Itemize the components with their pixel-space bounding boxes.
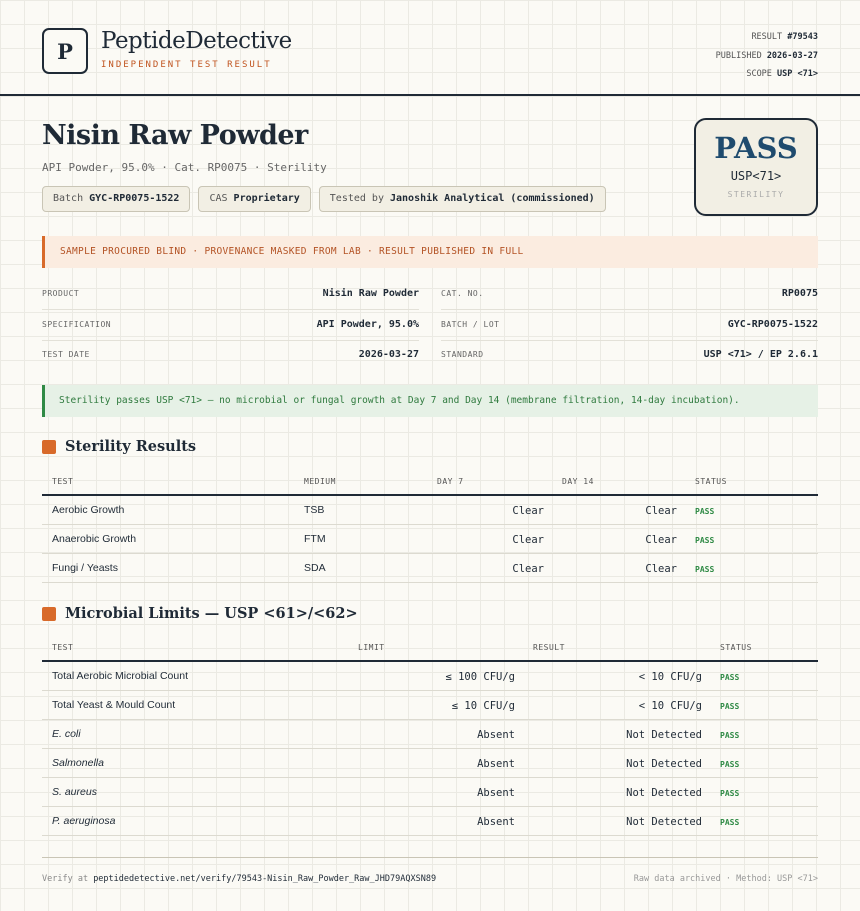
result-value: < 10 CFU/g xyxy=(638,671,702,683)
result-value: Not Detected xyxy=(626,816,702,828)
chip-value: Proprietary xyxy=(233,193,300,204)
medium: TSB xyxy=(304,504,325,516)
section-heading: Sterility Results xyxy=(65,438,197,455)
day7-result: Clear xyxy=(512,563,544,575)
table-row xyxy=(42,525,818,554)
info-cell-batch xyxy=(441,311,818,341)
logo xyxy=(42,28,88,74)
status-badge: PASS xyxy=(695,507,715,516)
info-row xyxy=(42,311,818,341)
badge-scope: STERILITY xyxy=(727,190,785,199)
column-header: LIMIT xyxy=(358,643,385,652)
table-row xyxy=(42,554,818,583)
chip-row xyxy=(42,186,606,212)
cas-chip xyxy=(198,186,310,212)
result-value: Not Detected xyxy=(626,758,702,770)
info-value: Nisin Raw Powder xyxy=(322,288,419,299)
batch-chip xyxy=(42,186,190,212)
medium: SDA xyxy=(304,562,326,574)
medium: FTM xyxy=(304,533,326,545)
column-header: STATUS xyxy=(695,477,727,486)
column-header: STATUS xyxy=(720,643,752,652)
status-badge: PASS xyxy=(720,702,740,711)
status-badge: PASS xyxy=(720,818,740,827)
info-label: PRODUCT xyxy=(42,289,80,298)
brand-tagline: INDEPENDENT TEST RESULT xyxy=(101,60,272,70)
day7-result: Clear xyxy=(512,534,544,546)
info-cell-cat xyxy=(441,280,818,310)
badge-result: PASS xyxy=(714,131,798,165)
test-name: P. aeruginosa xyxy=(52,815,116,827)
info-cell-date xyxy=(42,341,419,371)
page-subtitle: API Powder, 95.0% · Cat. RP0075 · Sterility xyxy=(42,161,327,174)
column-header: MEDIUM xyxy=(304,477,336,486)
column-header: DAY 7 xyxy=(437,477,464,486)
day7-result: Clear xyxy=(512,505,544,517)
info-label: STANDARD xyxy=(441,350,484,359)
chip-value: GYC-RP0075-1522 xyxy=(89,193,180,204)
logo-letter: P xyxy=(57,38,73,64)
report-header xyxy=(0,0,860,96)
result-value: Not Detected xyxy=(626,729,702,741)
test-name: Total Yeast & Mould Count xyxy=(52,699,176,711)
blind-sample-notice: SAMPLE PROCURED BLIND · PROVENANCE MASKED FROM LAB · RESULT PUBLISHED IN FULL xyxy=(42,236,818,268)
limit-value: Absent xyxy=(477,729,515,741)
column-header: TEST xyxy=(52,477,74,486)
sterility-table xyxy=(42,469,818,583)
test-name: S. aureus xyxy=(52,786,97,798)
test-name: E. coli xyxy=(52,728,81,740)
table-header xyxy=(42,635,818,662)
chip-label: CAS xyxy=(209,193,228,204)
scope-label: SCOPE xyxy=(746,69,772,79)
info-label: CAT. NO. xyxy=(441,289,484,298)
info-value: API Powder, 95.0% xyxy=(316,319,419,330)
chip-value: Janoshik Analytical (commissioned) xyxy=(390,193,595,204)
result-value: < 10 CFU/g xyxy=(638,700,702,712)
test-name: Anaerobic Growth xyxy=(52,533,137,545)
archive-note: Raw data archived · Method: USP <71> xyxy=(633,874,818,884)
result-meta xyxy=(716,28,818,84)
verify-line xyxy=(42,874,436,884)
table-row xyxy=(42,691,818,720)
info-row xyxy=(42,341,818,371)
limit-value: Absent xyxy=(477,816,515,828)
chip-label: Batch xyxy=(53,193,84,204)
chip-label: Tested by xyxy=(329,193,384,204)
day14-result: Clear xyxy=(645,534,677,546)
section-marker xyxy=(42,440,56,454)
published-date: 2026-03-27 xyxy=(766,50,818,61)
limit-value: ≤ 10 CFU/g xyxy=(451,700,515,712)
table-header xyxy=(42,469,818,496)
info-label: SPECIFICATION xyxy=(42,320,112,329)
verify-link[interactable]: peptidedetective.net/verify/79543-Nisin_Raw_Powder_Raw_JHD79AQXSN89 xyxy=(93,874,437,884)
table-row xyxy=(42,720,818,749)
info-value: GYC-RP0075-1522 xyxy=(727,319,818,330)
status-badge: PASS xyxy=(695,536,715,545)
microbial-table xyxy=(42,635,818,836)
info-value: RP0075 xyxy=(781,288,818,299)
column-header: TEST xyxy=(52,643,74,652)
result-label: RESULT xyxy=(751,32,783,42)
badge-standard: USP<71> xyxy=(730,169,782,183)
test-name: Total Aerobic Microbial Count xyxy=(52,670,188,682)
sterility-section-title xyxy=(42,438,196,455)
brand-name: PeptideDetective xyxy=(101,28,292,54)
status-badge: PASS xyxy=(720,673,740,682)
test-name: Salmonella xyxy=(52,757,104,769)
info-label: BATCH / LOT xyxy=(441,320,500,329)
info-cell-standard xyxy=(441,341,818,371)
limit-value: Absent xyxy=(477,787,515,799)
status-badge: PASS xyxy=(695,565,715,574)
info-row xyxy=(42,280,818,310)
table-row xyxy=(42,807,818,836)
test-name: Aerobic Growth xyxy=(52,504,125,516)
limit-value: Absent xyxy=(477,758,515,770)
table-row xyxy=(42,749,818,778)
info-label: TEST DATE xyxy=(42,350,90,359)
info-value: USP <71> / EP 2.6.1 xyxy=(703,349,818,360)
section-marker xyxy=(42,607,56,621)
result-number: #79543 xyxy=(787,32,818,42)
table-row xyxy=(42,778,818,807)
section-heading: Microbial Limits — USP <61>/<62> xyxy=(65,605,358,622)
status-badge: PASS xyxy=(720,731,740,740)
tested-by-chip xyxy=(319,186,606,212)
column-header: DAY 14 xyxy=(562,477,594,486)
pass-badge xyxy=(694,118,818,216)
day14-result: Clear xyxy=(645,563,677,575)
info-cell-product xyxy=(42,280,419,310)
sterility-summary: Sterility passes USP <71> — no microbial or fungal growth at Day 7 and Day 14 (membrane filtration, 14-day incubation). xyxy=(42,385,818,417)
limit-value: ≤ 100 CFU/g xyxy=(445,671,515,683)
published-label: PUBLISHED xyxy=(715,50,762,61)
table-row xyxy=(42,662,818,691)
microbial-section-title xyxy=(42,605,358,622)
info-cell-spec xyxy=(42,311,419,341)
verify-label: Verify at xyxy=(42,874,89,884)
report-footer xyxy=(42,857,818,887)
test-name: Fungi / Yeasts xyxy=(52,562,118,574)
status-badge: PASS xyxy=(720,789,740,798)
result-value: Not Detected xyxy=(626,787,702,799)
table-row xyxy=(42,496,818,525)
info-value: 2026-03-27 xyxy=(358,349,419,360)
day14-result: Clear xyxy=(645,505,677,517)
column-header: RESULT xyxy=(533,643,565,652)
status-badge: PASS xyxy=(720,760,740,769)
scope-value: USP <71> xyxy=(777,69,818,79)
page-title: Nisin Raw Powder xyxy=(42,120,308,151)
